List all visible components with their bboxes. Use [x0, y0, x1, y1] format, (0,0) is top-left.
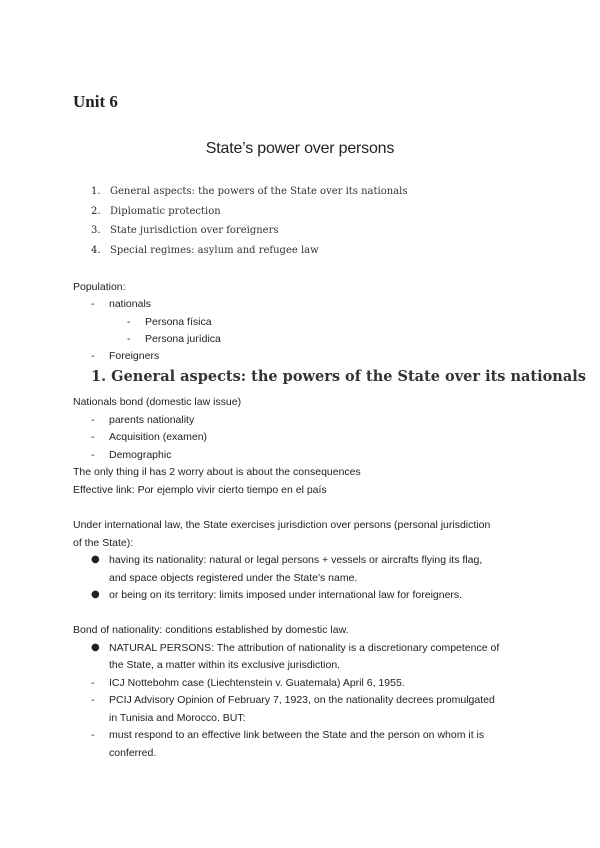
toc-item: State jurisdiction over foreigners	[110, 225, 279, 236]
natural-persons-text: the State, a matter within its exclusive jurisdiction.	[109, 659, 341, 671]
toc-number: 2.	[91, 206, 101, 217]
bullet-marker: ●	[91, 642, 100, 653]
dash-marker: -	[91, 729, 95, 741]
bullet-marker: ●	[91, 554, 100, 565]
dash-marker: -	[127, 316, 131, 328]
bullet-text: or being on its territory: limits imposed under international law for foreigners.	[109, 589, 463, 601]
nationals-bond-label: Nationals bond (domestic law issue)	[73, 396, 242, 408]
section-heading: 1. General aspects: the powers of the State over its nationals	[91, 368, 586, 385]
population-sub-item: Persona física	[145, 316, 212, 328]
nationals-bond-item: parents nationality	[109, 414, 195, 426]
toc-item: General aspects: the powers of the State over its nationals	[110, 186, 408, 197]
natural-persons-text: NATURAL PERSONS: The attribution of nationality is a discretionary competence of	[109, 642, 500, 654]
toc-item: Diplomatic protection	[110, 206, 221, 217]
bond-nationality-label: Bond of nationality: conditions established by domestic law.	[73, 624, 349, 636]
effective-link-requirement: must respond to an effective link between the State and the person on whom it is	[109, 729, 485, 741]
icj-case-text: ICJ Nottebohm case (Liechtenstein v. Guatemala) April 6, 1955.	[109, 677, 405, 689]
dash-marker: -	[127, 333, 131, 345]
pcij-opinion-text: in Tunisia and Morocco. BUT:	[109, 712, 246, 724]
nationals-bond-item: Demographic	[109, 449, 172, 461]
population-sub-item: Persona jurídica	[145, 333, 221, 345]
toc-number: 4.	[91, 245, 101, 256]
dash-marker: -	[91, 431, 95, 443]
document-title: State’s power over persons	[205, 140, 395, 157]
bullet-text: and space objects registered under the State's name.	[109, 572, 358, 584]
bullet-text: having its nationality: natural or legal persons + vessels or aircrafts flying its flag,	[109, 554, 483, 566]
toc-item: Special regimes: asylum and refugee law	[110, 245, 319, 256]
effective-link-requirement: conferred.	[109, 747, 157, 759]
population-nationals: nationals	[109, 298, 152, 310]
intl-law-line: of the State):	[73, 537, 134, 549]
dash-marker: -	[91, 677, 95, 689]
consequences-line: The only thing il has 2 worry about is about the consequences	[73, 466, 361, 478]
dash-marker: -	[91, 449, 95, 461]
bullet-marker: ●	[91, 589, 100, 600]
population-foreigners: Foreigners	[109, 350, 160, 362]
intl-law-line: Under international law, the State exercises jurisdiction over persons (personal jurisdiction	[73, 519, 491, 531]
nationals-bond-item: Acquisition (examen)	[109, 431, 208, 443]
dash-marker: -	[91, 298, 95, 310]
dash-marker: -	[91, 414, 95, 426]
toc-number: 3.	[91, 225, 101, 236]
dash-marker: -	[91, 350, 95, 362]
effective-link-line: Effective link: Por ejemplo vivir cierto tiempo en el país	[73, 484, 327, 496]
toc-number: 1.	[91, 186, 101, 197]
population-label: Population:	[73, 281, 126, 293]
dash-marker: -	[91, 694, 95, 706]
unit-title: Unit 6	[73, 92, 118, 111]
pcij-opinion-text: PCIJ Advisory Opinion of February 7, 1923, on the nationality decrees promulgated	[109, 694, 495, 706]
